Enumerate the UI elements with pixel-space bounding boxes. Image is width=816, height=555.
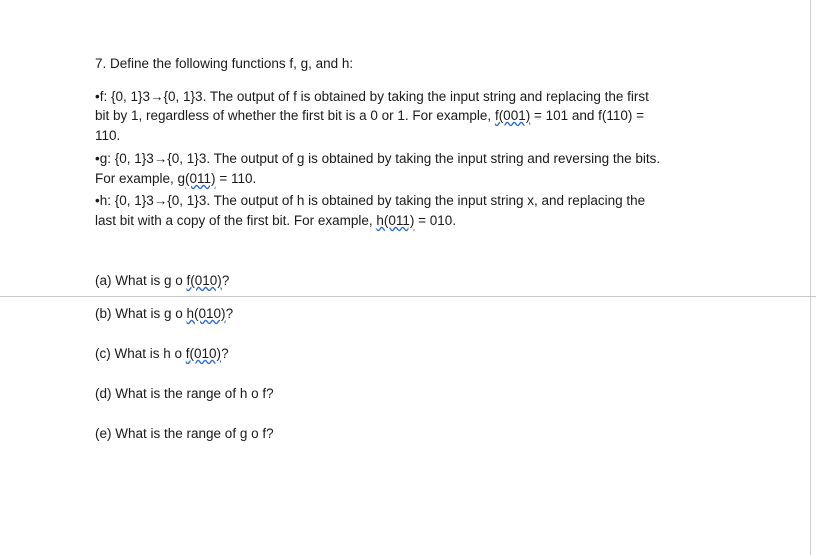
part-b-text: (b) What is g o: [95, 306, 187, 321]
f-text: •f: {0, 1}3→{0, 1}3. The output of f is obtained by taking the input string and replacing the first: [95, 89, 649, 104]
part-c-end: ?: [221, 346, 229, 361]
part-d-text: (d) What is the range of h o f?: [95, 386, 274, 401]
h-text: last bit with a copy of the first bit. For example,: [95, 213, 377, 228]
part-b-fn: h(010): [186, 306, 226, 321]
f-text: bit by 1, regardless of whether the first bit is a 0 or 1. For example,: [95, 108, 495, 123]
f-definition-line-3: [95, 127, 120, 145]
page-edge: [810, 0, 811, 555]
g-definition-line-2: [95, 170, 256, 188]
f-definition-line-1: [95, 88, 649, 106]
f-text: 110.: [95, 128, 121, 143]
h-text: = 010.: [414, 213, 457, 228]
part-b: [95, 305, 233, 323]
part-a-text: (a) What is g o: [95, 273, 187, 288]
part-e: [95, 425, 274, 443]
section-separator: [0, 296, 816, 297]
part-e-text: (e) What is the range of g o f?: [95, 426, 274, 441]
g-text: For example,: [95, 171, 178, 186]
f-example: f(001): [494, 108, 531, 123]
g-example: g(011): [177, 171, 216, 186]
part-c-text: (c) What is h o: [95, 346, 186, 361]
h-definition-line-2: [95, 212, 456, 230]
part-c-fn: f(010): [185, 346, 222, 361]
part-a: [95, 272, 229, 290]
h-definition-line-1: [95, 192, 645, 210]
g-text: = 110.: [215, 171, 257, 186]
f-definition-line-2: [95, 107, 644, 125]
g-text: •g: {0, 1}3→{0, 1}3. The output of g is obtained by taking the input string and reversing the bits.: [95, 151, 661, 166]
part-c: [95, 345, 229, 363]
h-text: •h: {0, 1}3→{0, 1}3. The output of h is obtained by taking the input string x, and replacing the: [95, 193, 646, 208]
part-b-end: ?: [225, 306, 234, 321]
part-a-fn: f(010): [186, 273, 222, 288]
question-title: 7. Define the following functions f, g, and h:: [95, 56, 354, 71]
h-example: h(011): [376, 213, 415, 228]
g-definition-line-1: [95, 150, 660, 168]
part-d: [95, 385, 274, 403]
f-text: = 101 and f(110) =: [530, 108, 645, 123]
part-a-end: ?: [221, 273, 230, 288]
